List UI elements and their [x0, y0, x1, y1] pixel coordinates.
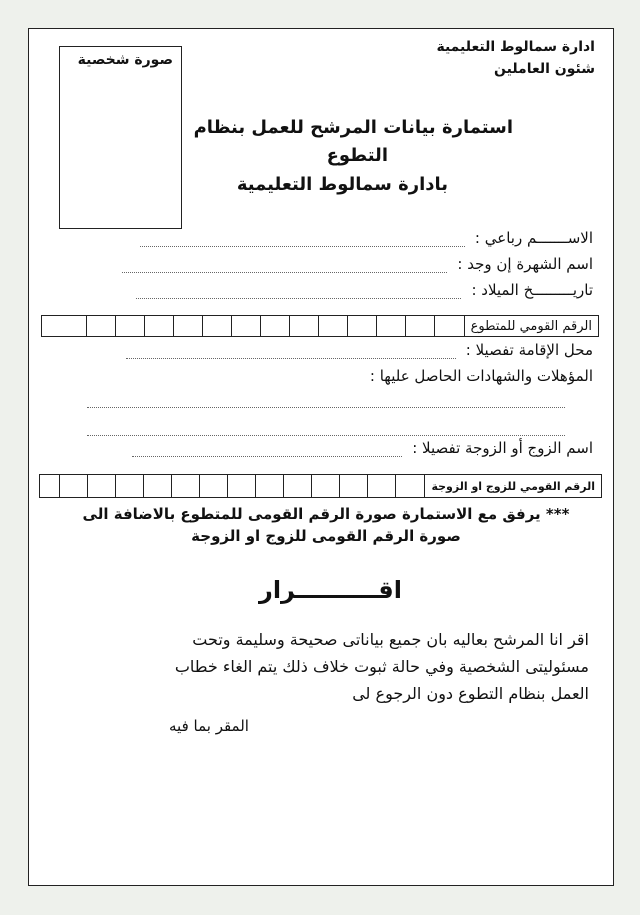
- id-digit-cell[interactable]: [58, 316, 87, 336]
- id-digit-cell[interactable]: [32, 475, 60, 497]
- birth-date-field[interactable]: [136, 281, 593, 299]
- birth-date-line[interactable]: [136, 297, 461, 299]
- attachment-note-line2: صورة الرقم القومى للزوج او الزوجة: [191, 527, 461, 545]
- form-page: [28, 28, 614, 886]
- declaration-line2: مسئوليتى الشخصية وفي حالة ثبوت خلاف ذلك يتم الغاء خطاب: [174, 657, 589, 676]
- id-digit-cell[interactable]: [203, 316, 232, 336]
- id-digit-cell[interactable]: [174, 316, 203, 336]
- id-digit-cell[interactable]: [261, 316, 290, 336]
- signature-label: المقر بما فيه: [169, 717, 249, 735]
- residence-line[interactable]: [126, 357, 456, 359]
- form-title-line3: بادارة سمالوط التعليمية: [236, 174, 448, 195]
- photo-label: صورة شخصية: [77, 52, 173, 68]
- spouse-id-row[interactable]: [39, 474, 602, 498]
- id-digit-cell[interactable]: [145, 316, 174, 336]
- attachment-note-line1: *** يرفق مع الاستمارة صورة الرقم القومى للمتطوع بالاضافة الى: [82, 505, 570, 523]
- spouse-name-line[interactable]: [132, 455, 402, 457]
- declaration-title: اقــــــــــرار: [259, 576, 402, 604]
- declaration-line3: العمل بنظام التطوع دون الرجوع لى: [352, 684, 589, 703]
- id-digit-cell[interactable]: [377, 316, 406, 336]
- department-name: شئون العاملين: [494, 61, 595, 77]
- nickname-line[interactable]: [122, 271, 447, 273]
- spouse-name-label: اسم الزوج أو الزوجة تفصيلا :: [412, 439, 593, 457]
- id-digit-cell[interactable]: [348, 316, 377, 336]
- id-digit-cell[interactable]: [435, 316, 464, 336]
- id-digit-cell[interactable]: [87, 316, 116, 336]
- id-digit-cell[interactable]: [172, 475, 200, 497]
- org-name: ادارة سمالوط التعليمية: [436, 39, 595, 55]
- id-digit-cell[interactable]: [319, 316, 348, 336]
- nickname-label: اسم الشهرة إن وجد :: [457, 255, 593, 273]
- photo-box: [59, 46, 182, 229]
- id-digit-cell[interactable]: [232, 316, 261, 336]
- residence-field[interactable]: [126, 341, 593, 359]
- spouse-id-label: الرقم القومي للزوج او الزوجة: [424, 475, 601, 497]
- id-digit-cell[interactable]: [396, 475, 424, 497]
- full-name-line[interactable]: [140, 245, 465, 247]
- id-digit-cell[interactable]: [116, 316, 145, 336]
- volunteer-id-label: الرقم القومي للمتطوع: [464, 316, 598, 336]
- id-digit-cell[interactable]: [228, 475, 256, 497]
- spouse-name-field[interactable]: [132, 439, 593, 457]
- id-digit-cell[interactable]: [116, 475, 144, 497]
- volunteer-id-cells[interactable]: [58, 316, 464, 336]
- id-digit-cell[interactable]: [144, 475, 172, 497]
- id-digit-cell[interactable]: [256, 475, 284, 497]
- spouse-id-cells[interactable]: [32, 475, 424, 497]
- residence-label: محل الإقامة تفصيلا :: [465, 341, 593, 359]
- qualifications-line-2[interactable]: [87, 435, 565, 436]
- form-title-line1: استمارة بيانات المرشح للعمل بنظام: [193, 117, 513, 138]
- id-digit-cell[interactable]: [284, 475, 312, 497]
- id-digit-cell[interactable]: [368, 475, 396, 497]
- nickname-field[interactable]: [122, 255, 593, 273]
- form-title-line2: التطوع: [326, 145, 388, 166]
- qualifications-line-1[interactable]: [87, 407, 565, 408]
- qualifications-label: المؤهلات والشهادات الحاصل عليها :: [369, 367, 593, 385]
- id-digit-cell[interactable]: [406, 316, 435, 336]
- id-digit-cell[interactable]: [290, 316, 319, 336]
- id-digit-cell[interactable]: [88, 475, 116, 497]
- full-name-field[interactable]: [140, 229, 593, 247]
- id-digit-cell[interactable]: [200, 475, 228, 497]
- birth-date-label: تاريـــــــــخ الميلاد :: [471, 281, 593, 299]
- declaration-line1: اقر انا المرشح بعاليه بان جميع بياناتى صحيحة وسليمة وتحت: [192, 630, 589, 649]
- volunteer-id-row[interactable]: [41, 315, 599, 337]
- qualifications-field: [370, 367, 593, 385]
- full-name-label: الاســـــــم رباعي :: [474, 229, 593, 247]
- id-digit-cell[interactable]: [60, 475, 88, 497]
- id-digit-cell[interactable]: [340, 475, 368, 497]
- id-digit-cell[interactable]: [312, 475, 340, 497]
